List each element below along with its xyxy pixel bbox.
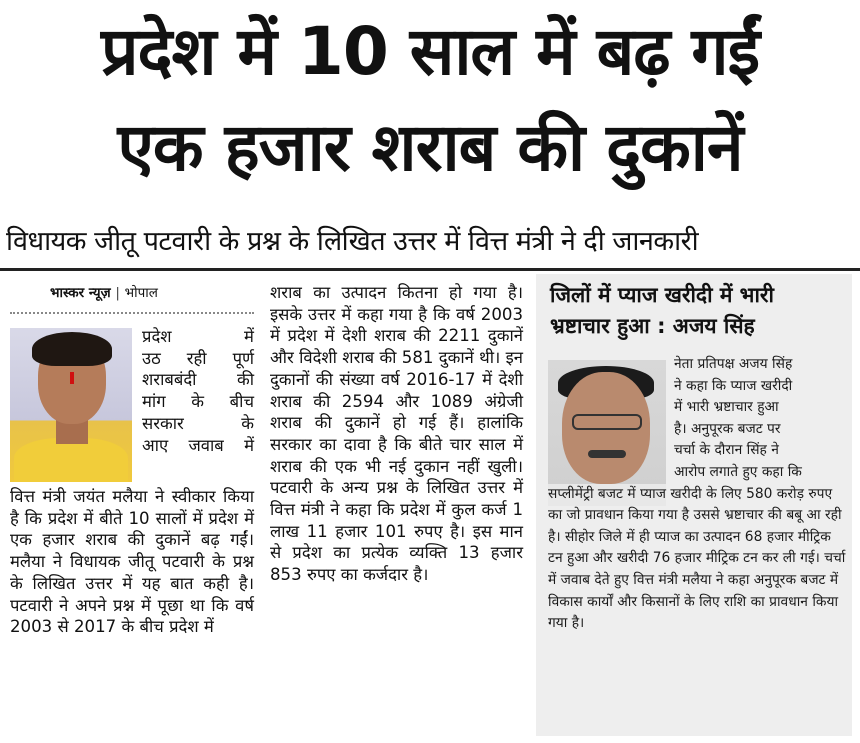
column-2-body: शराब का उत्पादन कितना हो गया है। इसके उत्तर में कहा गया है कि वर्ष 2003 में प्रदेश में देशी शराब की 2211 दुकानें और विदेशी शराब की 581 दुकानें थी। इन दुकानों की संख्या वर्ष 2016-17 में देशी शराब की 2594 और 1089 अंग्रेजी शराब की दुकानें हो गई हैं। हालांकि सरकार का दावा है कि बीते चार साल में शराब की एक भी नई दुकान नहीं खुली। पटवारी के अन्य प्रश्न के लिखित उत्तर में वित्त मंत्री ने कहा कि प्रदेश में कुल कर्ज 1 लाख 11 हजार 101 रुपए है। इस मान से प्रदेश का प्रत्येक व्यक्ति 13 हजार 853 रुपए का कर्जदार है। [270,283,523,585]
sidebar-story [536,274,852,736]
wrap-line: चर्चा के दौरान सिंह ने [674,442,779,459]
sidebar-title-line-1: जिलों में प्याज खरीदी में भारी [550,283,774,307]
sidebar-wrap-text [674,354,846,484]
article-column-1 [10,282,254,638]
sidebar-body-text: सप्लीमेंट्री बजट में प्याज खरीदी के लिए 580 करोड़ रुपए का जो प्रावधान किया गया है उससे भ्रष्टाचार की बबू आ रही है। सीहोर जिले में ही प्याज का उत्पादन 68 हजार मीट्रिक टन हुआ और खरीदी 76 हजार मीट्रिक टन कर ली गई। चर्चा में जवाब देते हुए वित्त मंत्री मलैया ने कहा अनुपूरक बजट में विकास कार्यों और किसानों के लिए राशि का प्रावधान किया गया है। [548,485,846,632]
sidebar-title-line-2: भ्रष्टाचार हुआ : अजय सिंह [550,314,755,338]
headline-line-1: प्रदेश में 10 साल में बढ़ गईं [101,13,759,90]
dotted-divider [10,312,254,314]
wrap-line: उठ रही पूर्ण [142,348,254,368]
wrap-line: आरोप लगाते हुए कहा कि [674,463,802,480]
dateline-separator: | [115,285,120,301]
wrap-line: प्रदेश में [142,327,254,346]
agency-name: भास्कर न्यूज़ [50,285,111,301]
sidebar-body [548,354,846,635]
headline [8,4,852,196]
dateline-city: भोपाल [124,285,158,301]
wrap-line: में भारी भ्रष्टाचार हुआ [674,399,779,416]
wrap-line: मांग के बीच [142,392,254,412]
wrap-line: ने कहा कि प्याज खरीदी [674,377,793,394]
article-column-2 [270,282,523,586]
headline-divider [0,268,860,271]
sidebar-title [536,274,852,342]
dateline [10,282,254,304]
wrap-line: है। अनुपूरक बजट पर [674,420,781,437]
jitu-patwari-photo [10,328,132,482]
subheadline: विधायक जीतू पटवारी के प्रश्न के लिखित उत्तर में वित्त मंत्री ने दी जानकारी [6,226,699,257]
column-1-body: वित्त मंत्री जयंत मलैया ने स्वीकार किया है कि प्रदेश में बीते 10 सालों में प्रदेश में एक हजार शराब की दुकानें बढ़ गईं। मलैया ने विधायक जीतू पटवारी के प्रश्न के लिखित उत्तर में यह बात कही है। पटवारी ने अपने प्रश्न में पूछा था कि वर्ष 2003 से 2017 के बीच प्रदेश में [10,487,254,637]
wrap-line: सरकार के [142,413,254,433]
wrap-line: नेता प्रतिपक्ष अजय सिंह [674,356,793,372]
wrap-line: शराबबंदी की [142,370,254,390]
headline-line-2: एक हजार शराब की दुकानें [117,109,743,186]
wrap-line: आए जवाब में [142,435,254,455]
